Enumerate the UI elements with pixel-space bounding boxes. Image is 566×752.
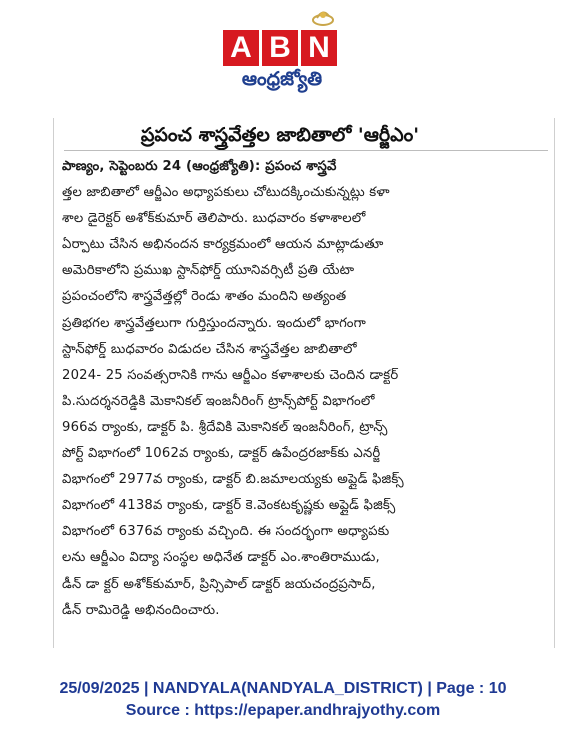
logo-letter-n: N xyxy=(301,30,337,66)
article-line: విభాగంలో 2977వ ర్యాంకు, డాక్టర్ బి.జమాలయ్యకు అప్లైడ్ ఫిజిక్స్ xyxy=(62,472,404,488)
logo-tagline: ఆంధ్రజ్యోతి xyxy=(241,68,323,90)
article-line: డీన్ రామిరెడ్డి అభినందించారు. xyxy=(62,602,220,618)
article-line: విభాగంలో 6376వ ర్యాంకు వచ్చింది. ఈ సందర్భంగా అధ్యాపకు xyxy=(62,524,390,540)
abn-andhrajyothy-logo xyxy=(223,6,343,98)
article-line: ఏర్పాటు చేసిన అభినందన కార్యక్రమంలో ఆయన మాట్లాడుతూ xyxy=(62,237,384,253)
headline-divider xyxy=(64,150,548,151)
article-body xyxy=(62,154,546,624)
footer-date-edition: 25/09/2025 | NANDYALA(NANDYALA_DISTRICT) | Page : 10 xyxy=(59,680,507,697)
article-line: శాల డైరెక్టర్ అశోక్‌కుమార్ తెలిపారు. బుధవారం కళాశాలలో xyxy=(62,211,366,227)
article-headline: ప్రపంచ శాస్త్రవేత్తల జాబితాలో 'ఆర్జీఎం' xyxy=(140,124,420,146)
article-line: ప్రతిభగల శాస్త్రవేత్తలుగా గుర్తిస్తుందన్నారు. ఇందులో భాగంగా xyxy=(62,315,367,331)
article-line: 966వ ర్యాంకు, డాక్టర్ పి. శ్రీదేవికి మెకానికల్ ఇంజనీరింగ్, ట్రాన్స్ xyxy=(62,419,388,435)
article-line: విభాగంలో 4138వ ర్యాంకు, డాక్టర్ కె.వెంకటకృష్ణకు అప్లైడ్ ఫిజిక్స్ xyxy=(62,498,396,514)
sun-swirl-icon xyxy=(311,6,335,28)
article-line: పాణ్యం, సెప్టెంబరు 24 (ఆంధ్రజ్యోతి): ప్రపంచ శాస్త్రవే xyxy=(62,159,337,174)
article-line: 2024- 25 సంవత్సరానికి గాను ఆర్జీఎం కళాశాలకు చెందిన డాక్టర్ xyxy=(62,367,399,383)
footer-source: Source : https://epaper.andhrajyothy.com xyxy=(125,702,441,719)
article-line: ప్రపంచంలోని శాస్త్రవేత్తల్లో రెండు శాతం మందిని అత్యంత xyxy=(62,289,347,305)
article-line: పి.సుదర్శనరెడ్డికి మెకానికల్ ఇంజనీరింగ్ ట్రాన్స్‌పోర్ట్ విభాగంలో xyxy=(62,393,375,409)
article-line: త్తల జాబితాలో ఆర్జీఎం అధ్యాపకులు చోటుదక్కించుకున్నట్లు కళా xyxy=(62,185,390,201)
article-line: అమెరికాలోని ప్రముఖ స్టాన్‌ఫోర్డ్ యూనివర్సిటీ ప్రతి యేటా xyxy=(62,263,355,279)
article-line: లను ఆర్జీఎం విద్యా సంస్థల అధినేత డాక్టర్ ఎం.శాంతిరాముడు, xyxy=(62,550,380,566)
page-footer xyxy=(0,678,566,722)
article-line: స్టాన్‌ఫోర్డ్ బుధవారం విడుదల చేసిన శాస్త్రవేత్తల జాబితాలో xyxy=(62,341,357,357)
article-line: డీన్ డా క్టర్ అశోక్‌కుమార్, ప్రిన్సిపాల్ డాక్టర్ జయచంద్రప్రసాద్, xyxy=(62,576,376,592)
logo-letter-b: B xyxy=(262,30,298,66)
article-line: పోర్ట్ విభాగంలో 1062వ ర్యాంకు, డాక్టర్ ఉపేంద్రరజాక్‌కు ఎనర్జీ xyxy=(62,446,381,462)
logo-letter-a: A xyxy=(223,30,259,66)
cut-off-next-headline xyxy=(110,642,510,652)
